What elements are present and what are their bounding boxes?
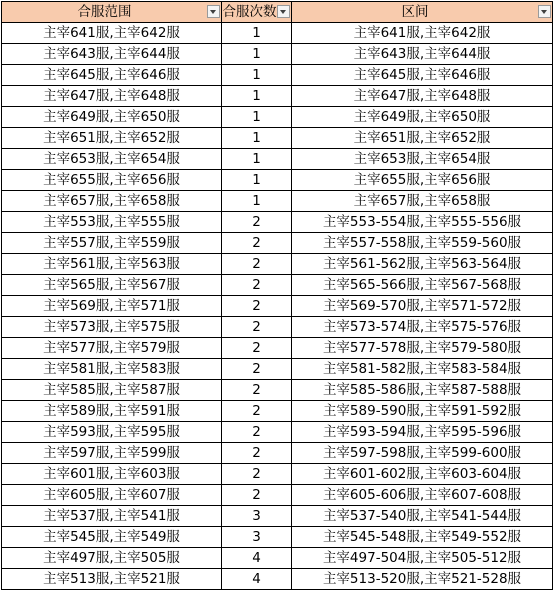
cell-merge-count[interactable]: 1: [222, 149, 292, 170]
cell-interval[interactable]: 主宰643服,主宰644服: [292, 44, 553, 65]
dropdown-arrow-icon[interactable]: [207, 5, 220, 18]
cell-merge-range[interactable]: 主宰649服,主宰650服: [2, 107, 222, 128]
cell-merge-count[interactable]: 1: [222, 191, 292, 212]
cell-merge-range[interactable]: 主宰513服,主宰521服: [2, 569, 222, 590]
cell-interval[interactable]: 主宰657服,主宰658服: [292, 191, 553, 212]
cell-merge-range[interactable]: 主宰577服,主宰579服: [2, 338, 222, 359]
cell-merge-range[interactable]: 主宰497服,主宰505服: [2, 548, 222, 569]
header-merge-count[interactable]: [222, 2, 292, 23]
table-row: [2, 317, 553, 338]
cell-merge-count[interactable]: 1: [222, 170, 292, 191]
cell-merge-count[interactable]: 3: [222, 527, 292, 548]
cell-merge-range[interactable]: 主宰647服,主宰648服: [2, 86, 222, 107]
cell-merge-range[interactable]: 主宰643服,主宰644服: [2, 44, 222, 65]
cell-merge-range[interactable]: 主宰641服,主宰642服: [2, 23, 222, 44]
cell-merge-range[interactable]: 主宰605服,主宰607服: [2, 485, 222, 506]
cell-interval[interactable]: 主宰561-562服,主宰563-564服: [292, 254, 553, 275]
table-row: [2, 380, 553, 401]
cell-merge-count[interactable]: 2: [222, 380, 292, 401]
cell-interval[interactable]: 主宰641服,主宰642服: [292, 23, 553, 44]
cell-interval[interactable]: 主宰589-590服,主宰591-592服: [292, 401, 553, 422]
cell-interval[interactable]: 主宰651服,主宰652服: [292, 128, 553, 149]
cell-merge-range[interactable]: 主宰573服,主宰575服: [2, 317, 222, 338]
cell-merge-count[interactable]: 2: [222, 422, 292, 443]
table-row: [2, 485, 553, 506]
table-row: [2, 212, 553, 233]
header-interval[interactable]: [292, 2, 553, 23]
table-row: [2, 254, 553, 275]
cell-merge-range[interactable]: 主宰581服,主宰583服: [2, 359, 222, 380]
cell-merge-count[interactable]: 2: [222, 317, 292, 338]
cell-merge-count[interactable]: 2: [222, 401, 292, 422]
cell-merge-range[interactable]: 主宰589服,主宰591服: [2, 401, 222, 422]
table-row: [2, 338, 553, 359]
table-row: [2, 170, 553, 191]
cell-interval[interactable]: 主宰653服,主宰654服: [292, 149, 553, 170]
cell-merge-range[interactable]: 主宰653服,主宰654服: [2, 149, 222, 170]
cell-merge-range[interactable]: 主宰569服,主宰571服: [2, 296, 222, 317]
header-merge-range[interactable]: [2, 2, 222, 23]
cell-merge-range[interactable]: 主宰645服,主宰646服: [2, 65, 222, 86]
table-row: [2, 191, 553, 212]
table-row: [2, 464, 553, 485]
table-row: [2, 275, 553, 296]
cell-interval[interactable]: 主宰605-606服,主宰607-608服: [292, 485, 553, 506]
header-label: 合服范围: [77, 4, 132, 20]
table-row: [2, 233, 553, 254]
cell-merge-range[interactable]: 主宰601服,主宰603服: [2, 464, 222, 485]
table-row: [2, 296, 553, 317]
cell-interval[interactable]: 主宰497-504服,主宰505-512服: [292, 548, 553, 569]
cell-interval[interactable]: 主宰569-570服,主宰571-572服: [292, 296, 553, 317]
server-merge-table: [1, 1, 553, 590]
cell-merge-count[interactable]: 1: [222, 44, 292, 65]
cell-merge-count[interactable]: 2: [222, 359, 292, 380]
cell-interval[interactable]: 主宰647服,主宰648服: [292, 86, 553, 107]
cell-merge-range[interactable]: 主宰585服,主宰587服: [2, 380, 222, 401]
cell-interval[interactable]: 主宰545-548服,主宰549-552服: [292, 527, 553, 548]
cell-merge-count[interactable]: 1: [222, 86, 292, 107]
table-row: [2, 86, 553, 107]
table-row: [2, 359, 553, 380]
cell-merge-range[interactable]: 主宰565服,主宰567服: [2, 275, 222, 296]
cell-interval[interactable]: 主宰597-598服,主宰599-600服: [292, 443, 553, 464]
header-label: 区间: [401, 4, 429, 20]
cell-merge-count[interactable]: 1: [222, 23, 292, 44]
table-row: [2, 128, 553, 149]
table-row: [2, 506, 553, 527]
cell-merge-count[interactable]: 2: [222, 254, 292, 275]
cell-interval[interactable]: 主宰593-594服,主宰595-596服: [292, 422, 553, 443]
cell-interval[interactable]: 主宰537-540服,主宰541-544服: [292, 506, 553, 527]
cell-interval[interactable]: 主宰601-602服,主宰603-604服: [292, 464, 553, 485]
cell-interval[interactable]: 主宰573-574服,主宰575-576服: [292, 317, 553, 338]
cell-merge-range[interactable]: 主宰557服,主宰559服: [2, 233, 222, 254]
table-row: [2, 149, 553, 170]
cell-merge-count[interactable]: 3: [222, 506, 292, 527]
table-body: [2, 23, 553, 590]
cell-interval[interactable]: 主宰565-566服,主宰567-568服: [292, 275, 553, 296]
cell-interval[interactable]: 主宰513-520服,主宰521-528服: [292, 569, 553, 590]
cell-interval[interactable]: 主宰581-582服,主宰583-584服: [292, 359, 553, 380]
cell-merge-count[interactable]: 1: [222, 65, 292, 86]
table-row: [2, 527, 553, 548]
table-row: [2, 443, 553, 464]
cell-merge-range[interactable]: 主宰545服,主宰549服: [2, 527, 222, 548]
cell-merge-range[interactable]: 主宰561服,主宰563服: [2, 254, 222, 275]
header-label: 合服次数: [222, 4, 277, 20]
cell-merge-count[interactable]: 1: [222, 128, 292, 149]
cell-merge-count[interactable]: 2: [222, 233, 292, 254]
cell-merge-count[interactable]: 2: [222, 275, 292, 296]
cell-interval[interactable]: 主宰585-586服,主宰587-588服: [292, 380, 553, 401]
cell-merge-range[interactable]: 主宰597服,主宰599服: [2, 443, 222, 464]
cell-merge-count[interactable]: 4: [222, 548, 292, 569]
cell-interval[interactable]: 主宰553-554服,主宰555-556服: [292, 212, 553, 233]
header-row: [2, 2, 553, 23]
dropdown-arrow-icon[interactable]: [538, 5, 551, 18]
cell-interval[interactable]: 主宰649服,主宰650服: [292, 107, 553, 128]
cell-merge-count[interactable]: 2: [222, 485, 292, 506]
table-row: [2, 44, 553, 65]
cell-merge-range[interactable]: 主宰655服,主宰656服: [2, 170, 222, 191]
cell-interval[interactable]: 主宰577-578服,主宰579-580服: [292, 338, 553, 359]
cell-merge-range[interactable]: 主宰593服,主宰595服: [2, 422, 222, 443]
table-row: [2, 422, 553, 443]
table-row: [2, 401, 553, 422]
table-row: [2, 569, 553, 590]
table-row: [2, 548, 553, 569]
cell-interval[interactable]: 主宰655服,主宰656服: [292, 170, 553, 191]
table-row: [2, 107, 553, 128]
cell-interval[interactable]: 主宰645服,主宰646服: [292, 65, 553, 86]
cell-merge-count[interactable]: 1: [222, 107, 292, 128]
cell-merge-count[interactable]: 2: [222, 212, 292, 233]
table-row: [2, 23, 553, 44]
cell-merge-range[interactable]: 主宰651服,主宰652服: [2, 128, 222, 149]
cell-merge-range[interactable]: 主宰537服,主宰541服: [2, 506, 222, 527]
cell-merge-count[interactable]: 4: [222, 569, 292, 590]
cell-interval[interactable]: 主宰557-558服,主宰559-560服: [292, 233, 553, 254]
cell-merge-count[interactable]: 2: [222, 443, 292, 464]
cell-merge-count[interactable]: 2: [222, 296, 292, 317]
cell-merge-count[interactable]: 2: [222, 338, 292, 359]
dropdown-arrow-icon[interactable]: [277, 5, 290, 18]
cell-merge-range[interactable]: 主宰553服,主宰555服: [2, 212, 222, 233]
table-row: [2, 65, 553, 86]
cell-merge-count[interactable]: 2: [222, 464, 292, 485]
cell-merge-range[interactable]: 主宰657服,主宰658服: [2, 191, 222, 212]
